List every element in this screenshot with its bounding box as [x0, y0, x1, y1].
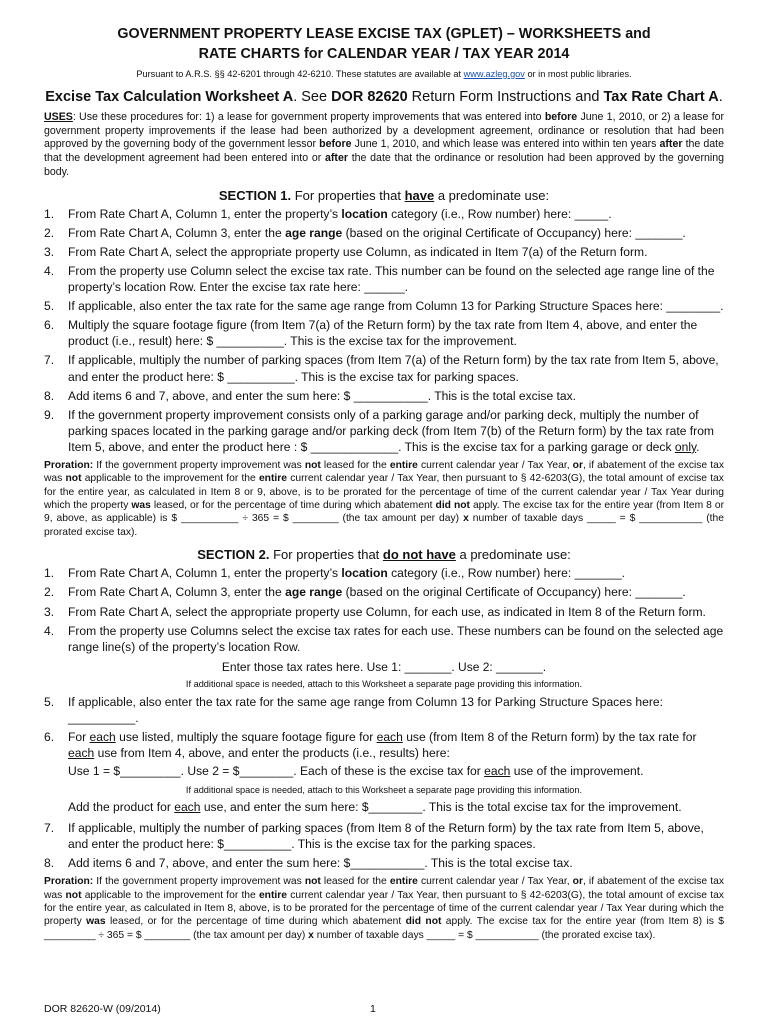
return-form-ref: DOR 82620: [331, 88, 408, 105]
section-2-title: [44, 546, 724, 563]
uses-bold-4: after: [325, 152, 348, 165]
uses-bold-3: after: [659, 138, 683, 151]
add-products-line: [68, 800, 724, 816]
item-text: If applicable, also enter the tax rate for the same age range from Column 13 for Parking Structure Spaces here: ________.: [68, 299, 724, 314]
add-line-text: Add the product for: [68, 800, 175, 815]
s2-item-5: [44, 694, 724, 726]
proration-bold: was: [131, 500, 151, 512]
item-number: 3.: [44, 245, 55, 259]
item-number: 4.: [44, 623, 55, 638]
proration-bold: or: [572, 876, 583, 888]
item-text: [68, 565, 724, 581]
page-number: 1: [370, 1003, 376, 1015]
attach-note-2: If additional space is needed, attach to this Worksheet a separate page providing this information.: [185, 784, 583, 795]
proration-label: Proration:: [44, 876, 94, 888]
item-text-d: use from Item 4, above, and enter the products (i.e., results) here:: [94, 745, 450, 760]
item-text-bold: location: [341, 566, 388, 581]
item-text: If applicable, multiply the number of parking spaces (from Item 7(a) of the Return form) by the tax rate from Item 5, above, and enter the product here: $ __________. This is the excise tax for parking spaces.: [68, 353, 719, 384]
proration-text: If the government property improvement was: [93, 459, 305, 471]
proration-text: current calendar year / Tax Year,: [417, 459, 573, 471]
proration-text: leased, or for the percentage of time during which abatement: [105, 916, 406, 928]
item-number: 7.: [44, 821, 55, 836]
proration-text: If the government property improvement was: [93, 876, 305, 888]
item-text: From the property use Columns select the excise tax rates for each use. These numbers can be found on the selected age range line(s) of the property’s location Row.: [68, 623, 724, 654]
s2-item-3: [44, 604, 724, 620]
proration-bold: not: [65, 889, 82, 901]
item-text: Add items 6 and 7, above, and enter the sum here: $___________. This is the total excise tax.: [68, 856, 573, 871]
proration-text: current calendar year / Tax Year, then pursuant to § 42-6203(G), the total amount of excise tax for the entire year, as calculated in Item 8, above, is to be prorated for the percentage of time of the current calendar year / Tax Year during which the property: [44, 889, 724, 928]
uses-text-3: June 1, 2010, and which lease was entered into within ten years: [351, 138, 660, 151]
proration-bold: x: [308, 929, 314, 941]
item-number: 2.: [44, 225, 55, 240]
s2-item-7: [44, 820, 724, 852]
s1-proration: [44, 459, 724, 539]
uses-label: USES: [44, 110, 73, 123]
item-text: Multiply the square footage figure (from Item 7(a) of the Return form) by the tax rate from Item 4, above, and enter the product (i.e., result) here: $ __________. This is the excise tax for the improvement.: [68, 318, 698, 349]
page-footer: [44, 1003, 724, 1017]
document-title: [44, 24, 724, 65]
proration-bold: entire: [258, 889, 287, 901]
use-line-underlined: each: [484, 764, 511, 779]
proration-bold: did not: [435, 500, 470, 512]
s1-item-1: [44, 206, 724, 222]
uses-text-5: the date that the ordinance or resolution had been approved by the governing body.: [44, 152, 725, 178]
proration-bold: did not: [405, 916, 442, 928]
s2-item-8: [44, 855, 724, 871]
item-underlined: each: [68, 745, 95, 760]
section-1-title: [44, 187, 724, 204]
section-1-title-text: For properties that: [291, 187, 405, 203]
s1-item-8: [44, 388, 724, 404]
item-text: If applicable, multiply the number of parking spaces (from Item 8 of the Return form) by the tax rate from Item 5, above, and enter the product here: $__________. This is the excise tax for the parking spaces.: [68, 821, 704, 852]
section-2-title-end: a predominate use:: [455, 547, 571, 563]
item-text-bold: age range: [285, 585, 343, 600]
uses-text-2: June 1, 2010, or 2) a lease for government property improvements if the lease had been authorized by a development agreement, ordinance or resolution that had been approved by the governing body of the government lessor: [44, 110, 724, 151]
proration-bold: not: [65, 473, 82, 485]
item-text: [68, 407, 724, 455]
proration-bold: not: [304, 876, 321, 888]
proration-bold: entire: [389, 876, 418, 888]
use-line-end: use of the improvement.: [510, 764, 644, 779]
proration-text: apply. The excise tax for the entire year (from Item 8) is $ _________ ÷ 365 = $ ________ (the tax amount per day): [44, 916, 724, 941]
use-line-text: Use 1 = $_________. Use 2 = $________. Each of these is the excise tax for: [68, 764, 485, 779]
proration-text: leased, or for the percentage of time during which abatement: [150, 500, 436, 512]
section-1-title-end: a predominate use:: [434, 187, 550, 203]
item-number: 7.: [44, 353, 55, 368]
proration-text: applicable to the improvement for the: [81, 889, 259, 901]
proration-text: apply. The excise tax for the entire year (from Item 8 or 9, above, as applicable) is $ __________ ÷ 365 = $ ________ (the tax amount per day): [44, 500, 725, 525]
uses-text-1: : Use these procedures for: 1) a lease for government property improvements that was entered into: [72, 110, 545, 123]
item-number: 1.: [44, 206, 55, 221]
proration-label: Proration:: [44, 459, 94, 471]
item-number: 1.: [44, 566, 55, 581]
statute-note: [44, 68, 724, 80]
item-text: [68, 729, 724, 761]
proration-text: current calendar year / Tax Year,: [417, 876, 573, 888]
s2-item-6: [44, 729, 724, 761]
s2-item-4: [44, 623, 724, 655]
item-text: [68, 206, 724, 222]
proration-text: applicable to the improvement for the: [81, 473, 259, 485]
item-number: 4.: [44, 264, 55, 279]
enter-rates-line: Enter those tax rates here. Use 1: _______. Use 2: _______.: [221, 659, 547, 674]
s1-item-6: [44, 317, 724, 349]
item-text-a: From Rate Chart A, Column 3, enter the: [68, 225, 286, 240]
uses-paragraph: [44, 111, 724, 180]
worksheet-name: Excise Tax Calculation Worksheet A: [45, 88, 294, 105]
s2-proration: [44, 875, 724, 942]
item-text: If applicable, also enter the tax rate for the same age range from Column 13 for Parking Structure Spaces here: __________.: [68, 694, 663, 725]
proration-bold: or: [572, 459, 583, 471]
statute-note-suffix: or in most public libraries.: [524, 68, 632, 79]
add-line-underlined: each: [174, 800, 201, 815]
uses-bold-2: before: [319, 138, 352, 151]
s1-item-7: [44, 352, 724, 384]
s2-item-2: [44, 584, 724, 600]
s2-item-1: [44, 565, 724, 581]
add-line-end: use, and enter the sum here: $________. This is the total excise tax for the improvement.: [200, 800, 682, 815]
statute-note-prefix: Pursuant to A.R.S. §§ 42-6201 through 42-6210. These statutes are available at: [136, 68, 464, 79]
item-text-c: .: [696, 439, 700, 454]
form-id: DOR 82620-W (09/2014): [44, 1003, 161, 1015]
item-number: 6.: [44, 729, 55, 744]
s1-item-3: [44, 244, 724, 260]
proration-bold: not: [304, 459, 321, 471]
uses-bold-1: before: [544, 110, 578, 123]
worksheet-heading-end: .: [718, 88, 723, 105]
title-line-2: RATE CHARTS for CALENDAR YEAR / TAX YEAR 2014: [198, 46, 570, 63]
item-underlined: each: [376, 729, 403, 744]
azleg-link[interactable]: www.azleg.gov: [463, 68, 525, 79]
item-text: From Rate Chart A, select the appropriate property use Column, as indicated in Item 7(a) of the Return form.: [68, 245, 648, 259]
proration-bold: x: [463, 513, 469, 525]
item-text-a: From Rate Chart A, Column 3, enter the: [68, 585, 286, 600]
rate-chart-ref: Tax Rate Chart A: [603, 88, 719, 105]
item-text-b: use listed, multiply the square footage figure for: [115, 729, 377, 744]
item-text-c: (based on the original Certificate of Occupancy) here: _______.: [342, 225, 686, 240]
proration-text: number of taxable days _____ = $ ___________ (the prorated excise tax).: [313, 929, 656, 941]
worksheet-heading-text: . See: [293, 88, 332, 105]
item-text-a: If the government property improvement consists only of a parking garage and/or parking deck, multiply the number of parking spaces located in the parking garage and/or parking deck (from Item 7(b) of the Return form) by the tax rate from Item 5, above, and enter the product here : $ _____________. This is the excise tax for a parking garage or deck: [68, 407, 714, 454]
item-number: 6.: [44, 318, 55, 333]
item-text-bold: age range: [285, 225, 343, 240]
item-number: 8.: [44, 388, 55, 403]
proration-text: number of taxable days _____ = $ ___________ (the prorated excise tax).: [44, 513, 724, 538]
item-number: 3.: [44, 604, 55, 619]
item-number: 9.: [44, 407, 55, 422]
item-text: From Rate Chart A, select the appropriate property use Column, for each use, as indicated in Item 8 of the Return form.: [68, 604, 706, 619]
item-number: 5.: [44, 694, 55, 709]
item-underlined: each: [89, 729, 116, 744]
proration-bold: entire: [258, 473, 287, 485]
s1-item-4: [44, 263, 724, 295]
s1-item-2: [44, 225, 724, 241]
item-text: Add items 6 and 7, above, and enter the sum here: $ ___________. This is the total excise tax.: [68, 388, 577, 403]
section-1-label: SECTION 1.: [218, 187, 292, 203]
item-number: 8.: [44, 856, 55, 871]
item-text-a: From Rate Chart A, Column 1, enter the property’s: [68, 206, 342, 221]
item-text-c: category (i.e., Row number) here: _______.: [387, 566, 626, 581]
proration-text: , if abatement of the excise tax was: [44, 459, 724, 485]
proration-text: , if abatement of the excise tax was: [44, 876, 724, 901]
worksheet-heading: [44, 88, 724, 107]
item-text-underlined: only: [674, 439, 697, 454]
item-number: 2.: [44, 585, 55, 600]
item-text-c: use (from Item 8 of the Return form) by the tax rate for: [402, 729, 697, 744]
section-2-do-not-have: do not have: [382, 547, 456, 563]
uses-text-4: the date that the development agreement had been entered into or: [44, 138, 724, 165]
proration-text: leased for the: [320, 876, 390, 888]
item-text-c: category (i.e., Row number) here: _____.: [387, 206, 612, 221]
section-2-title-text: For properties that: [269, 547, 383, 563]
item-text-c: (based on the original Certificate of Occupancy) here: _______.: [342, 585, 686, 600]
item-text: [68, 225, 724, 241]
item-text-a: For: [68, 729, 90, 744]
s1-item-5: [44, 298, 724, 314]
item-number: 5.: [44, 299, 55, 314]
proration-text: leased for the: [320, 459, 390, 471]
section-2-label: SECTION 2.: [197, 547, 270, 563]
worksheet-heading-text-2: Return Form Instructions and: [407, 88, 604, 105]
s1-item-9: [44, 407, 724, 455]
title-line-1: GOVERNMENT PROPERTY LEASE EXCISE TAX (GPLET) – WORKSHEETS and: [117, 26, 651, 42]
section-1-have: have: [404, 187, 435, 203]
item-text-a: From Rate Chart A, Column 1, enter the property’s: [68, 566, 342, 581]
proration-text: current calendar year / Tax Year, then pursuant to § 42-6203(G), the total amount of excise tax for the entire year, as calculated in Item 8 or 9, above, is to be prorated for the percentage of time of the current calendar year / Tax Year during which the property: [44, 473, 724, 512]
attach-note-1: If additional space is needed, attach to this Worksheet a separate page providing this information.: [185, 678, 583, 689]
item-text-bold: location: [341, 206, 388, 221]
item-text: From the property use Column select the excise tax rate. This number can be found on the selected age range line of the property’s location Row. Enter the excise tax rate here: ______.: [68, 264, 715, 295]
proration-bold: was: [86, 916, 106, 928]
proration-bold: entire: [389, 459, 418, 471]
item-text: [68, 584, 724, 600]
use-amounts-line: [68, 764, 724, 780]
